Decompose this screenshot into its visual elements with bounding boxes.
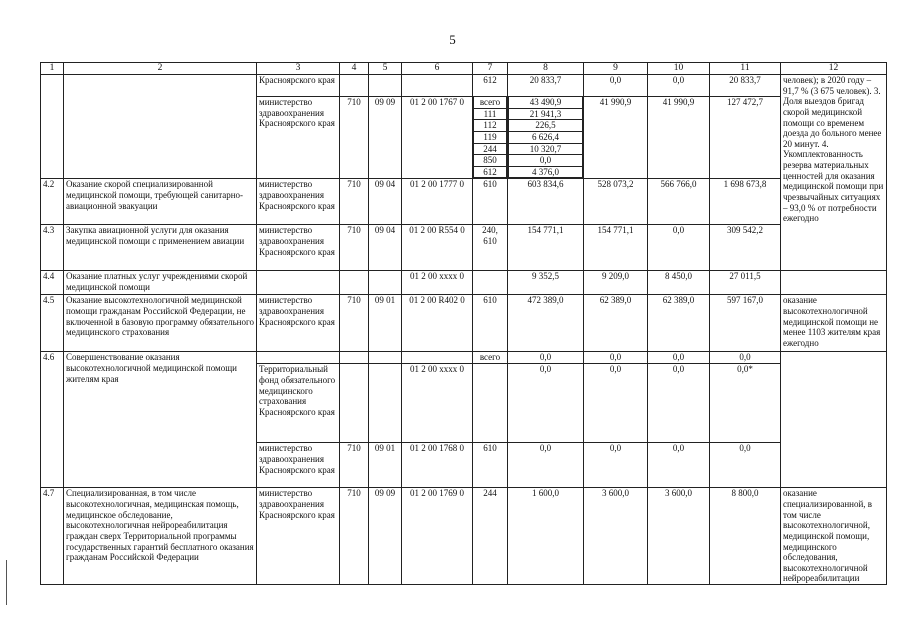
target-code: 01 2 00 1769 0 xyxy=(402,488,473,584)
amount-cell: 41 990,9 xyxy=(584,97,648,179)
section-code: 09 09 xyxy=(369,97,402,179)
header-cell: 11 xyxy=(710,63,781,75)
executor-cell: министерство здравоохранения Красноярского края xyxy=(257,488,340,584)
measure-name: Закупка авиационной услуги для оказания медицинской помощи с применением авиации xyxy=(64,225,257,271)
amount-cell: 3 600,0 xyxy=(584,488,648,584)
gr-code: 710 xyxy=(340,179,369,225)
cost-code: 244 xyxy=(474,143,507,155)
executor-cell: Территориальный фонд обязательного медицинского страхования Красноярского края xyxy=(257,364,340,443)
section-code: 09 09 xyxy=(369,488,402,584)
amount-cell: 154 771,1 xyxy=(508,225,584,271)
amount-cell: 566 766,0 xyxy=(648,179,710,225)
table-row xyxy=(41,271,887,295)
amount-cell: 0,0 xyxy=(509,155,583,167)
executor-cell: Красноярского края xyxy=(257,75,340,97)
header-cell: 7 xyxy=(473,63,508,75)
result-cell: оказание специализированной, в том числе высокотехнологичной, медицинской помощи, медицинского обследования, высокотехнологичной нейрореабилитации xyxy=(781,488,887,584)
executor-cell: министерство здравоохранения Красноярского края xyxy=(257,443,340,488)
header-cell: 2 xyxy=(64,63,257,75)
measure-name: Оказание высокотехнологичной медицинской помощи гражданам Российской Федерации, не включенной в базовую программу обязательного медицинского страхования xyxy=(64,295,257,352)
row-number: 4.2 xyxy=(41,179,64,225)
amount-cell: 43 490,9 xyxy=(509,97,583,108)
amount-cell: 0,0 xyxy=(584,364,648,443)
amount-cell: 62 389,0 xyxy=(648,295,710,352)
amount-cell: 0,0 xyxy=(648,352,710,364)
cost-code: 612 xyxy=(473,75,508,97)
cost-code: 610 xyxy=(473,295,508,352)
budget-table xyxy=(40,62,887,585)
measure-name: Оказание скорой специализированной медицинской помощи, требующей санитарно-авиационной эвакуации xyxy=(64,179,257,225)
cost-code: 240, 610 xyxy=(473,225,508,271)
result-cell: человек); в 2020 году – 91,7 % (3 675 человек). 3. Доля выездов бригад скорой медицинской помощи со временем доезда до больного менее 20 минут. 4. Укомплектованность резерва материальных ценностей для оказания медицинской помощи при чрезвычайных ситуациях – 93,0 % от потребности ежегодно xyxy=(781,75,887,271)
amount-cell: 20 833,7 xyxy=(508,75,584,97)
header-cell: 3 xyxy=(257,63,340,75)
row-number: 4.3 xyxy=(41,225,64,271)
row-number: 4.4 xyxy=(41,271,64,295)
page-number: 5 xyxy=(449,32,456,47)
table-row xyxy=(41,295,887,352)
gr-code: 710 xyxy=(340,97,369,179)
table-row xyxy=(41,75,887,97)
amount-cell: 0,0 xyxy=(584,352,648,364)
measure-name: Оказание платных услуг учреждениями скорой медицинской помощи xyxy=(64,271,257,295)
amount-cell: 62 389,0 xyxy=(584,295,648,352)
amount-cell: 0,0 xyxy=(648,364,710,443)
cost-code: 119 xyxy=(474,132,507,144)
target-code: 01 2 00 R554 0 xyxy=(402,225,473,271)
amount-cell: 309 542,2 xyxy=(710,225,781,271)
section-code: 09 01 xyxy=(369,295,402,352)
result-cell: оказание высокотехнологичной медицинской помощи не менее 1103 жителям края ежегодно xyxy=(781,295,887,352)
amount-cell: 27 011,5 xyxy=(710,271,781,295)
amount-cell: 1 600,0 xyxy=(508,488,584,584)
target-code: 01 2 00 1768 0 xyxy=(402,443,473,488)
cost-code: 111 xyxy=(474,108,507,120)
table-row xyxy=(41,352,887,364)
executor-cell: министерство здравоохранения Красноярского края xyxy=(257,179,340,225)
amount-cell: 9 352,5 xyxy=(508,271,584,295)
cost-code: 610 xyxy=(473,179,508,225)
header-cell: 1 xyxy=(41,63,64,75)
amount-cell: 603 834,6 xyxy=(508,179,584,225)
executor-cell: министерство здравоохранения Красноярского края xyxy=(257,225,340,271)
amount-cell: 41 990,9 xyxy=(648,97,710,179)
header-cell: 9 xyxy=(584,63,648,75)
amount-cell: 0,0 xyxy=(648,75,710,97)
section-code: 09 01 xyxy=(369,443,402,488)
gr-code: 710 xyxy=(340,443,369,488)
cost-code: 244 xyxy=(473,488,508,584)
header-cell: 6 xyxy=(402,63,473,75)
amount-cell: 6 626,4 xyxy=(509,132,583,144)
target-code: 01 2 00 1777 0 xyxy=(402,179,473,225)
amount-cell: 0,0 xyxy=(648,443,710,488)
header-cell: 12 xyxy=(781,63,887,75)
cost-code: всего xyxy=(474,97,507,108)
amount-cell: 154 771,1 xyxy=(584,225,648,271)
row-number: 4.6 xyxy=(41,352,64,488)
row-number: 4.5 xyxy=(41,295,64,352)
amount-cell: 0,0 xyxy=(710,443,781,488)
amount-cell: 0,0 xyxy=(648,225,710,271)
amount-cell: 1 698 673,8 xyxy=(710,179,781,225)
executor-cell: министерство здравоохранения Красноярского края xyxy=(257,97,340,179)
cost-code: 112 xyxy=(474,120,507,132)
measure-name: Специализированная, в том числе высокотехнологичная, медицинская помощь, медицинское обследование, высокотехнологичная нейрореабилитация граждан сверх Территориальной программы государственных гарантий бесплатного оказания гражданам Российской Федерации xyxy=(64,488,257,584)
amount-cell: 226,5 xyxy=(509,120,583,132)
header-cell: 4 xyxy=(340,63,369,75)
amount-cell: 0,0 xyxy=(508,352,584,364)
executor-cell: министерство здравоохранения Красноярского края xyxy=(257,295,340,352)
cost-code: 850 xyxy=(474,155,507,167)
target-code: 01 2 00 R402 0 xyxy=(402,295,473,352)
amount-cell: 0,0 xyxy=(508,443,584,488)
amount-list xyxy=(508,97,583,178)
target-code: 01 2 00 xxxx 0 xyxy=(402,364,473,443)
table-row xyxy=(41,179,887,225)
amount-cell: 20 833,7 xyxy=(710,75,781,97)
section-code: 09 04 xyxy=(369,179,402,225)
cost-code: 612 xyxy=(474,166,507,178)
table-row xyxy=(41,225,887,271)
gr-code: 710 xyxy=(340,225,369,271)
cost-code: всего xyxy=(473,352,508,364)
amount-cell: 10 320,7 xyxy=(509,143,583,155)
amount-cell: 4 376,0 xyxy=(509,166,583,178)
measure-name: Совершенствование оказания высокотехнологичной медицинской помощи жителям края xyxy=(64,352,257,488)
amount-cell: 0,0 xyxy=(584,75,648,97)
header-row xyxy=(41,63,887,75)
target-code: 01 2 00 1767 0 xyxy=(402,97,473,179)
amount-cell: 472 389,0 xyxy=(508,295,584,352)
table-row xyxy=(41,488,887,584)
target-code: 01 2 00 xxxx 0 xyxy=(402,271,473,295)
cost-code: 610 xyxy=(473,443,508,488)
header-cell: 5 xyxy=(369,63,402,75)
amount-cell: 0,0* xyxy=(710,364,781,443)
amount-cell: 21 941,3 xyxy=(509,108,583,120)
amount-cell: 9 209,0 xyxy=(584,271,648,295)
amount-cell: 8 800,0 xyxy=(710,488,781,584)
amount-cell: 3 600,0 xyxy=(648,488,710,584)
header-cell: 10 xyxy=(648,63,710,75)
header-cell: 8 xyxy=(508,63,584,75)
amount-cell: 528 073,2 xyxy=(584,179,648,225)
cost-code-list xyxy=(473,97,507,178)
amount-cell: 127 472,7 xyxy=(710,97,781,179)
section-code: 09 04 xyxy=(369,225,402,271)
margin-mark xyxy=(6,560,7,605)
gr-code: 710 xyxy=(340,488,369,584)
amount-cell: 8 450,0 xyxy=(648,271,710,295)
gr-code: 710 xyxy=(340,295,369,352)
amount-cell: 0,0 xyxy=(710,352,781,364)
amount-cell: 597 167,0 xyxy=(710,295,781,352)
amount-cell: 0,0 xyxy=(584,443,648,488)
amount-cell: 0,0 xyxy=(508,364,584,443)
row-number: 4.7 xyxy=(41,488,64,584)
